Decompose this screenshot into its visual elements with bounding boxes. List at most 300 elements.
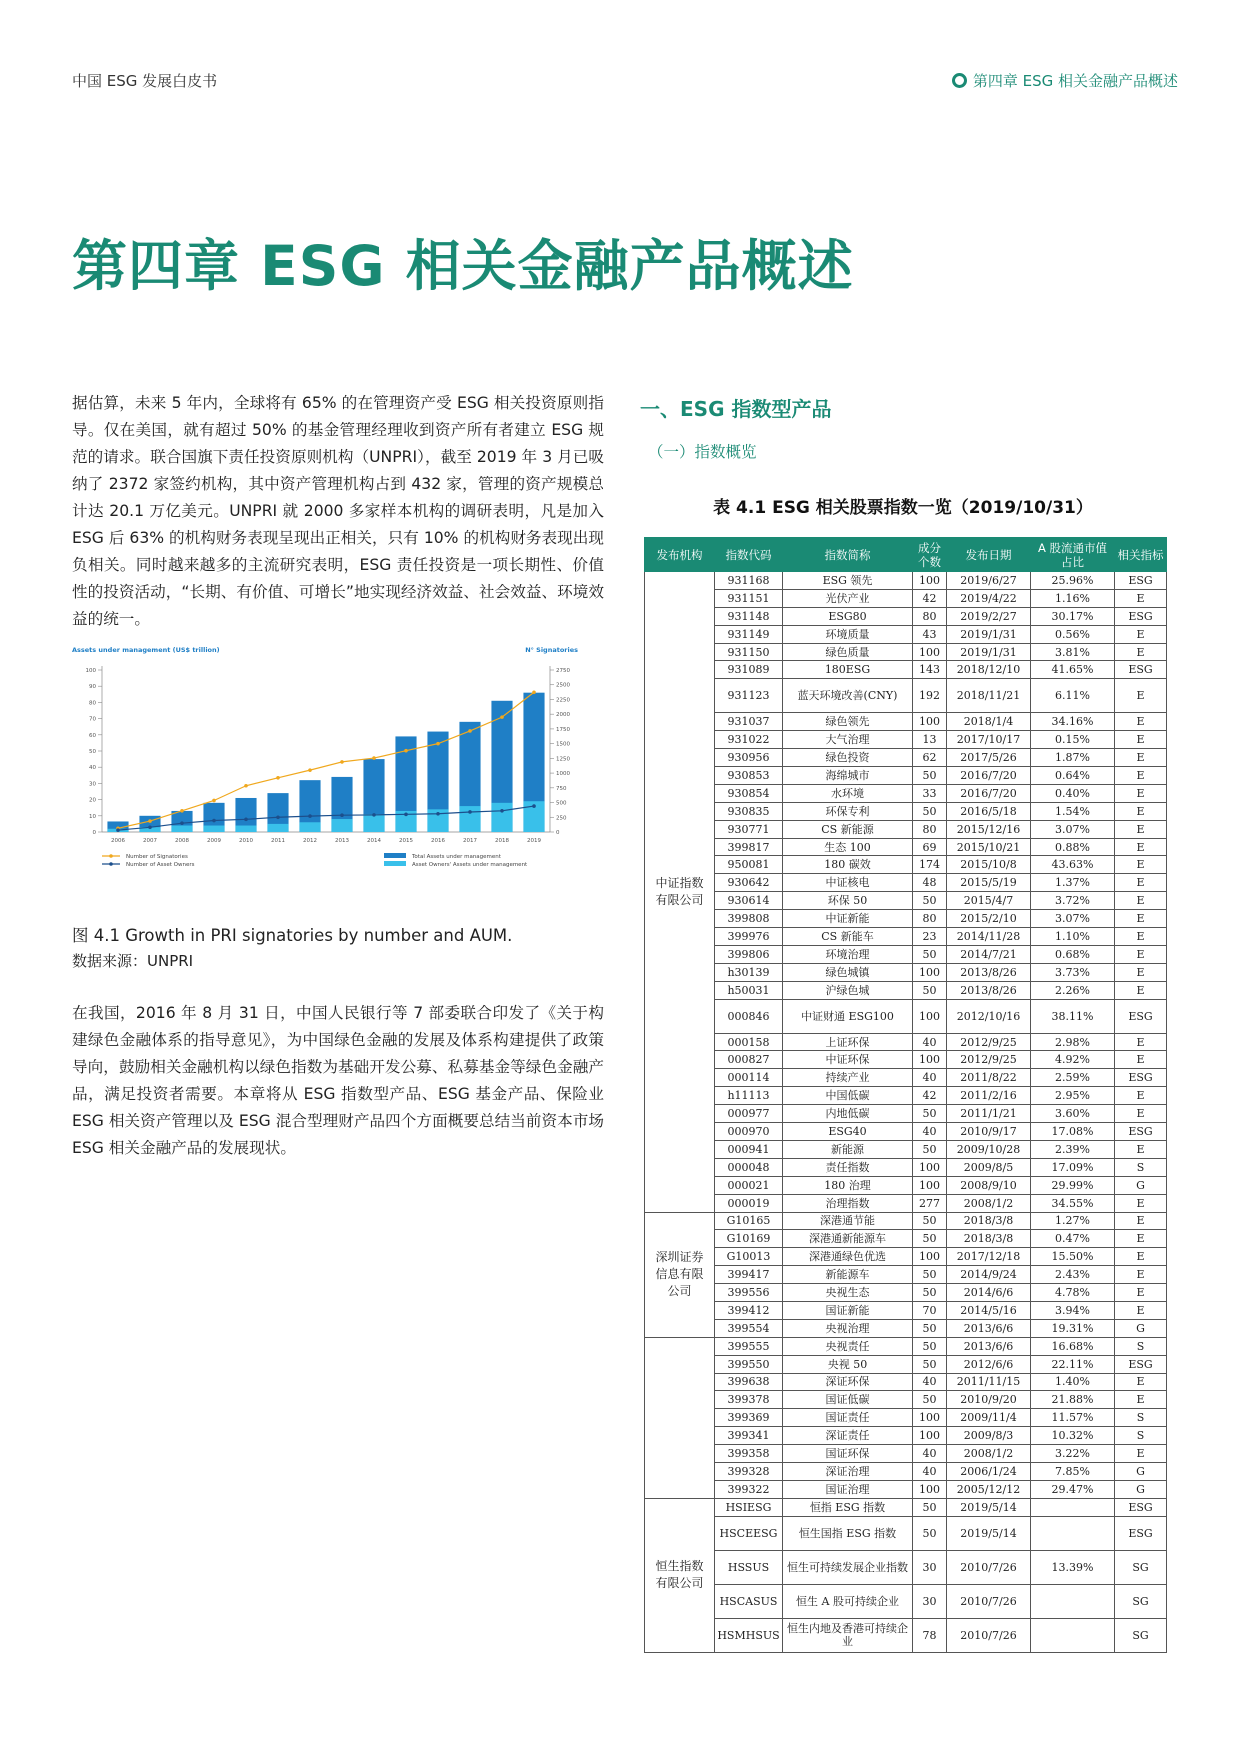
table-cell: 深证治理 <box>783 1462 913 1480</box>
policy-paragraph: 在我国，2016 年 8 月 31 日，中国人民银行等 7 部委联合印发了《关于构建绿色金融体系的指导意见》，为中国绿色金融的发展及体系构建提供了政策导向，鼓励相关金融机构以绿色指数为基础开发公募、私募基金等绿色金融产品，满足投资者需要。本章将从 ESG 指数型产品、ESG 基金产品、保险业 ESG 相关资产管理以及 ESG 混合型理财产品四个方面概要总结当前资本市场 ESG 相关金融产品的发展现状。 <box>72 1004 604 1157</box>
table-cell: 环境治理 <box>783 945 913 963</box>
table-cell: G10013 <box>715 1248 783 1266</box>
table-row <box>645 1498 1167 1516</box>
table-cell: G10165 <box>715 1212 783 1230</box>
table-cell: 2010/7/26 <box>947 1618 1031 1652</box>
table-cell: 931037 <box>715 713 783 731</box>
table-cell: 192 <box>913 679 947 713</box>
left-tick-label: 60 <box>89 732 96 739</box>
table-cell: S <box>1115 1409 1167 1427</box>
table-cell: 100 <box>913 999 947 1033</box>
table-cell: 2019/1/31 <box>947 643 1031 661</box>
x-tick-label: 2010 <box>239 838 253 844</box>
table-row <box>645 1584 1167 1618</box>
owners-aum-bar <box>235 826 256 832</box>
table-cell: 1.10% <box>1031 928 1115 946</box>
table-row <box>645 1337 1167 1355</box>
table-cell: G10169 <box>715 1230 783 1248</box>
table-cell: 100 <box>913 713 947 731</box>
asset-owners-point <box>212 819 216 823</box>
table-cell: 80 <box>913 607 947 625</box>
table-cell: 恒指 ESG 指数 <box>783 1498 913 1516</box>
asset-owners-point <box>116 828 120 832</box>
table-cell: E <box>1115 749 1167 767</box>
table-cell: 1.37% <box>1031 874 1115 892</box>
table-cell: 2009/8/5 <box>947 1158 1031 1176</box>
table-cell: 399417 <box>715 1266 783 1284</box>
table-cell: HSCEESG <box>715 1516 783 1550</box>
table-cell: 399328 <box>715 1462 783 1480</box>
table-cell: 100 <box>913 1427 947 1445</box>
table-cell: SG <box>1115 1550 1167 1584</box>
owners-aum-bar <box>459 806 480 832</box>
table-cell: E <box>1115 963 1167 981</box>
table-cell: 50 <box>913 945 947 963</box>
table-cell: 399554 <box>715 1319 783 1337</box>
table-cell: 0.64% <box>1031 767 1115 785</box>
table-cell: 100 <box>913 1176 947 1194</box>
table-cell: 2019/5/14 <box>947 1498 1031 1516</box>
table-cell: 42 <box>913 1087 947 1105</box>
table-cell: 930642 <box>715 874 783 892</box>
signatories-point <box>500 715 504 719</box>
table-cell: 50 <box>913 1140 947 1158</box>
table-cell: 50 <box>913 1355 947 1373</box>
table-cell: 2009/10/28 <box>947 1140 1031 1158</box>
table-cell: 50 <box>913 1105 947 1123</box>
table-cell: 2018/11/21 <box>947 679 1031 713</box>
table-cell: 恒生可持续发展企业指数 <box>783 1550 913 1584</box>
table-row <box>645 1033 1167 1051</box>
table-cell: 399322 <box>715 1480 783 1498</box>
x-tick-label: 2006 <box>111 838 125 844</box>
table-cell: 2011/2/16 <box>947 1087 1031 1105</box>
table-cell: 40 <box>913 1373 947 1391</box>
table-cell: 23 <box>913 928 947 946</box>
table-cell: E <box>1115 820 1167 838</box>
right-tick-label: 500 <box>556 800 567 807</box>
table-cell: E <box>1115 589 1167 607</box>
asset-owners-point <box>276 815 280 819</box>
x-tick-label: 2017 <box>463 838 477 844</box>
table-cell: 29.99% <box>1031 1176 1115 1194</box>
table-row <box>645 892 1167 910</box>
table-cell: 3.22% <box>1031 1445 1115 1463</box>
table-cell: 2019/6/27 <box>947 572 1031 590</box>
right-tick-label: 1500 <box>556 741 570 748</box>
table-cell: ESG <box>1115 1516 1167 1550</box>
table-cell: 000827 <box>715 1051 783 1069</box>
table-cell: 30 <box>913 1584 947 1618</box>
table-cell: 2014/9/24 <box>947 1266 1031 1284</box>
table-header-cell: A 股流通市值占比 <box>1031 538 1115 572</box>
asset-owners-point <box>340 813 344 817</box>
table-cell: 2008/9/10 <box>947 1176 1031 1194</box>
table-cell: ESG <box>1115 661 1167 679</box>
table-row <box>645 1212 1167 1230</box>
table-cell: 399808 <box>715 910 783 928</box>
signatories-point <box>148 819 152 823</box>
table-cell: 399369 <box>715 1409 783 1427</box>
table-row <box>645 731 1167 749</box>
table-cell: 41.65% <box>1031 661 1115 679</box>
table-cell: 2.43% <box>1031 1266 1115 1284</box>
table-cell: 3.60% <box>1031 1105 1115 1123</box>
table-cell: 50 <box>913 767 947 785</box>
table-cell: 399378 <box>715 1391 783 1409</box>
table-row <box>645 1391 1167 1409</box>
right-tick-label: 2750 <box>556 668 570 674</box>
table-cell: 央视责任 <box>783 1337 913 1355</box>
table-cell: 2013/6/6 <box>947 1337 1031 1355</box>
table-cell: 国证治理 <box>783 1480 913 1498</box>
table-cell: HSIESG <box>715 1498 783 1516</box>
table-cell: ESG40 <box>783 1123 913 1141</box>
table-cell: 50 <box>913 1319 947 1337</box>
table-cell: 2010/7/26 <box>947 1584 1031 1618</box>
org-cell: 深圳证券信息有限公司 <box>645 1212 715 1337</box>
x-tick-label: 2013 <box>335 838 349 844</box>
table-cell: 2013/8/26 <box>947 981 1031 999</box>
table-cell: S <box>1115 1337 1167 1355</box>
table-cell: 2010/9/20 <box>947 1391 1031 1409</box>
table-cell: 0.56% <box>1031 625 1115 643</box>
table-row <box>645 1284 1167 1302</box>
table-cell: E <box>1115 945 1167 963</box>
table-cell: 100 <box>913 1248 947 1266</box>
table-cell: 3.73% <box>1031 963 1115 981</box>
table-cell: HSMHSUS <box>715 1618 783 1652</box>
table-row <box>645 607 1167 625</box>
owners-aum-bar <box>363 814 384 832</box>
table-row <box>645 1140 1167 1158</box>
table-cell: G <box>1115 1176 1167 1194</box>
table-cell: 深证责任 <box>783 1427 913 1445</box>
table-cell: 70 <box>913 1301 947 1319</box>
table-cell: S <box>1115 1158 1167 1176</box>
signatories-point <box>244 784 248 788</box>
table-row <box>645 1248 1167 1266</box>
table-cell: 399638 <box>715 1373 783 1391</box>
right-tick-label: 0 <box>556 830 560 836</box>
table-cell: 0.47% <box>1031 1230 1115 1248</box>
table-row <box>645 838 1167 856</box>
table-cell: 深港通绿色优选 <box>783 1248 913 1266</box>
table-cell: 1.27% <box>1031 1212 1115 1230</box>
table-cell: h11113 <box>715 1087 783 1105</box>
x-tick-label: 2016 <box>431 838 445 844</box>
legend-signatories-label: Number of Signatories <box>126 854 188 860</box>
table-row <box>645 1301 1167 1319</box>
table-cell: 13.39% <box>1031 1550 1115 1584</box>
table-row <box>645 1123 1167 1141</box>
table-cell: 2015/4/7 <box>947 892 1031 910</box>
asset-owners-point <box>436 812 440 816</box>
table-cell: 43.63% <box>1031 856 1115 874</box>
table-cell: 恒生 A 股可持续企业 <box>783 1584 913 1618</box>
table-cell: h50031 <box>715 981 783 999</box>
table-cell: 30 <box>913 1550 947 1584</box>
table-cell: 2019/5/14 <box>947 1516 1031 1550</box>
table-cell: E <box>1115 856 1167 874</box>
table-cell: 2014/6/6 <box>947 1284 1031 1302</box>
table-cell: 2015/5/19 <box>947 874 1031 892</box>
figure-source: 数据来源：UNPRI <box>72 952 194 970</box>
table-cell: 4.92% <box>1031 1051 1115 1069</box>
x-tick-label: 2012 <box>303 838 317 844</box>
table-cell: 国证责任 <box>783 1409 913 1427</box>
subsection-title: （一）指数概览 <box>648 443 757 461</box>
table-cell: 环保专利 <box>783 802 913 820</box>
table-row <box>645 643 1167 661</box>
table-row <box>645 767 1167 785</box>
table-cell: 50 <box>913 1337 947 1355</box>
chapter-ring-icon <box>952 73 967 88</box>
table-cell: 2013/8/26 <box>947 963 1031 981</box>
table-cell: 930854 <box>715 784 783 802</box>
table-cell: E <box>1115 767 1167 785</box>
table-cell: 2011/1/21 <box>947 1105 1031 1123</box>
left-tick-label: 20 <box>89 797 96 804</box>
table-cell: 3.07% <box>1031 820 1115 838</box>
table-cell: 蓝天环境改善(CNY) <box>783 679 913 713</box>
table-cell: 930614 <box>715 892 783 910</box>
table-row <box>645 625 1167 643</box>
table-cell: 2009/11/4 <box>947 1409 1031 1427</box>
table-row <box>645 1158 1167 1176</box>
table-cell: 0.15% <box>1031 731 1115 749</box>
table-cell: 2011/8/22 <box>947 1069 1031 1087</box>
table-cell: 2015/10/8 <box>947 856 1031 874</box>
table-cell: 持续产业 <box>783 1069 913 1087</box>
table-cell: ESG <box>1115 1123 1167 1141</box>
table-cell: E <box>1115 802 1167 820</box>
table-cell: 国证新能 <box>783 1301 913 1319</box>
table-row <box>645 963 1167 981</box>
table-cell: E <box>1115 1266 1167 1284</box>
table-cell: ESG <box>1115 572 1167 590</box>
table-cell: 2016/5/18 <box>947 802 1031 820</box>
table-cell: 62 <box>913 749 947 767</box>
table-cell: 38.11% <box>1031 999 1115 1033</box>
table-header-cell: 指数代码 <box>715 538 783 572</box>
table-header-cell: 发布机构 <box>645 538 715 572</box>
table-header-cell: 发布日期 <box>947 538 1031 572</box>
x-tick-label: 2014 <box>367 838 381 844</box>
table-cell: E <box>1115 784 1167 802</box>
table-cell: E <box>1115 1194 1167 1212</box>
table-row <box>645 661 1167 679</box>
table-cell: 环保 50 <box>783 892 913 910</box>
table-row <box>645 1355 1167 1373</box>
signatories-point <box>340 760 344 764</box>
table-cell <box>1031 1584 1115 1618</box>
table-row <box>645 572 1167 590</box>
table-row <box>645 928 1167 946</box>
table-cell: 2015/2/10 <box>947 910 1031 928</box>
table-cell: 2008/1/2 <box>947 1445 1031 1463</box>
table-cell: 40 <box>913 1123 947 1141</box>
table-cell: 2017/12/18 <box>947 1248 1031 1266</box>
left-tick-label: 0 <box>92 830 96 836</box>
asset-owners-point <box>148 825 152 829</box>
table-cell: 恒生内地及香港可持续企业 <box>783 1618 913 1652</box>
table-row <box>645 1266 1167 1284</box>
table-cell: 000846 <box>715 999 783 1033</box>
table-cell: 100 <box>913 572 947 590</box>
table-cell: 180 治理 <box>783 1176 913 1194</box>
table-cell: 000977 <box>715 1105 783 1123</box>
table-cell: ESG <box>1115 1069 1167 1087</box>
table-cell: 40 <box>913 1445 947 1463</box>
header-right <box>952 70 1178 91</box>
table-cell: 50 <box>913 1516 947 1550</box>
table-cell: 399976 <box>715 928 783 946</box>
table-cell: 责任指数 <box>783 1158 913 1176</box>
header-right-label: 第四章 ESG 相关金融产品概述 <box>972 72 1178 90</box>
table-cell: 33 <box>913 784 947 802</box>
table-row <box>645 1319 1167 1337</box>
table-cell: 光伏产业 <box>783 589 913 607</box>
table-cell: 环境质量 <box>783 625 913 643</box>
table-cell: S <box>1115 1427 1167 1445</box>
right-tick-label: 250 <box>556 815 567 822</box>
table-cell: 399556 <box>715 1284 783 1302</box>
asset-owners-point <box>404 813 408 817</box>
table-cell: 50 <box>913 1284 947 1302</box>
x-tick-label: 2011 <box>271 838 285 844</box>
figure-caption: 图 4.1 Growth in PRI signatories by number and AUM. <box>72 926 513 945</box>
table-cell: E <box>1115 1373 1167 1391</box>
table-row <box>645 1087 1167 1105</box>
esg-index-table <box>644 537 1167 1653</box>
table-row <box>645 1176 1167 1194</box>
table-row <box>645 1194 1167 1212</box>
signatories-point <box>180 809 184 813</box>
table-cell: 绿色投资 <box>783 749 913 767</box>
table-cell: 2015/12/16 <box>947 820 1031 838</box>
table-cell: 10.32% <box>1031 1427 1115 1445</box>
owners-aum-bar <box>331 819 352 832</box>
table-cell: E <box>1115 1445 1167 1463</box>
owners-aum-bar <box>203 826 224 832</box>
table-cell: 931089 <box>715 661 783 679</box>
table-cell: 34.55% <box>1031 1194 1115 1212</box>
legend-total-label: Total Assets under management <box>412 854 501 860</box>
legend-owners-label: Asset Owners' Assets under management <box>412 862 528 868</box>
org-cell <box>645 1337 715 1498</box>
table-row <box>645 749 1167 767</box>
table-cell: 2014/5/16 <box>947 1301 1031 1319</box>
table-cell: 000970 <box>715 1123 783 1141</box>
x-tick-label: 2019 <box>527 838 541 844</box>
table-cell: 水环境 <box>783 784 913 802</box>
table-cell: 2009/8/3 <box>947 1427 1031 1445</box>
table-cell: 13 <box>913 731 947 749</box>
table-cell: 50 <box>913 1212 947 1230</box>
table-cell: 000019 <box>715 1194 783 1212</box>
right-tick-label: 2000 <box>556 712 570 719</box>
table-cell: 0.40% <box>1031 784 1115 802</box>
table-cell: 000158 <box>715 1033 783 1051</box>
table-cell: 2014/11/28 <box>947 928 1031 946</box>
table-cell: G <box>1115 1462 1167 1480</box>
table-row <box>645 910 1167 928</box>
table-cell: 21.88% <box>1031 1391 1115 1409</box>
table-row <box>645 784 1167 802</box>
table-cell: E <box>1115 1033 1167 1051</box>
table-cell: 新能源车 <box>783 1266 913 1284</box>
table-header-cell: 相关指标 <box>1115 538 1167 572</box>
table-cell: E <box>1115 643 1167 661</box>
owners-aum-bar <box>267 824 288 832</box>
table-cell: 22.11% <box>1031 1355 1115 1373</box>
table-row <box>645 1618 1167 1652</box>
table-cell: 2019/1/31 <box>947 625 1031 643</box>
table-cell: 3.07% <box>1031 910 1115 928</box>
table-cell: 19.31% <box>1031 1319 1115 1337</box>
table-row <box>645 1105 1167 1123</box>
table-cell: G <box>1115 1319 1167 1337</box>
table-cell: 40 <box>913 1462 947 1480</box>
table-header-cell: 成分个数 <box>913 538 947 572</box>
table-cell: E <box>1115 981 1167 999</box>
right-tick-label: 750 <box>556 785 567 792</box>
table-cell: 50 <box>913 1230 947 1248</box>
table-cell: 绿色质量 <box>783 643 913 661</box>
intro-paragraph: 据估算，未来 5 年内，全球将有 65% 的在管理资产受 ESG 相关投资原则指导。仅在美国，就有超过 50% 的基金管理经理收到资产所有者建立 ESG 规范的请求。联合国旗下责任投资原则机构（UNPRI），截至 2019 年 3 月已吸纳了 2372 家签约机构，其中资产管理机构占到 432 家，管理的资产规模总计达 20.1 万亿美元。UNPRI 就 2000 多家样本机构的调研表明，凡是加入 ESG 后 63% 的机构财务表现呈现出正相关，只有 10% 的机构财务表现出现负相关。同时越来越多的主流研究表明，ESG 责任投资是一项长期性、价值性的投资活动，“长期、有价值、可增长”地实现经济效益、社会效益、环境效益的统一。 <box>72 394 604 628</box>
table-cell <box>1031 1498 1115 1516</box>
table-cell: 2016/7/20 <box>947 767 1031 785</box>
table-cell: 2010/9/17 <box>947 1123 1031 1141</box>
chart-right-title: N° Signatories <box>525 646 578 654</box>
table-cell: 29.47% <box>1031 1480 1115 1498</box>
signatories-point <box>468 729 472 733</box>
table-cell: E <box>1115 1391 1167 1409</box>
table-cell: G <box>1115 1480 1167 1498</box>
table-cell: ESG <box>1115 999 1167 1033</box>
table-cell: 180 碳效 <box>783 856 913 874</box>
table-cell: 新能源 <box>783 1140 913 1158</box>
table-cell: SG <box>1115 1618 1167 1652</box>
table-cell: 25.96% <box>1031 572 1115 590</box>
left-tick-label: 70 <box>89 716 96 723</box>
table-cell: 40 <box>913 1033 947 1051</box>
table-row <box>645 981 1167 999</box>
table-cell: 6.11% <box>1031 679 1115 713</box>
table-cell: 绿色城镇 <box>783 963 913 981</box>
table-cell: 399412 <box>715 1301 783 1319</box>
table-cell: 沪绿色城 <box>783 981 913 999</box>
table-cell: ESG 领先 <box>783 572 913 590</box>
x-tick-label: 2007 <box>143 838 157 844</box>
signatories-point <box>372 756 376 760</box>
table-row <box>645 820 1167 838</box>
x-tick-label: 2018 <box>495 838 509 844</box>
table-cell: E <box>1115 838 1167 856</box>
table-cell: 277 <box>913 1194 947 1212</box>
table-row <box>645 1462 1167 1480</box>
table-cell: 50 <box>913 1391 947 1409</box>
legend-total-swatch <box>384 853 406 858</box>
table-cell: 2018/3/8 <box>947 1212 1031 1230</box>
legend-signatories-dot <box>109 854 113 858</box>
table-cell: 2014/7/21 <box>947 945 1031 963</box>
table-cell: CS 新能车 <box>783 928 913 946</box>
table-cell: 2015/10/21 <box>947 838 1031 856</box>
table-cell: ESG <box>1115 607 1167 625</box>
table-cell: 1.54% <box>1031 802 1115 820</box>
